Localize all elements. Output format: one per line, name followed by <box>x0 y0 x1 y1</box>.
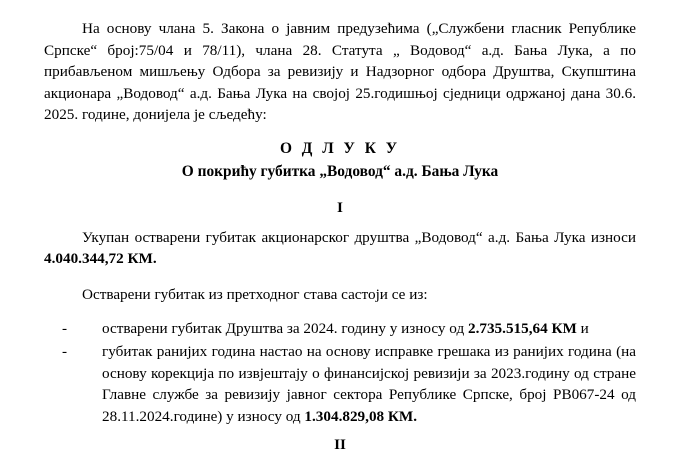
list-item-text: остварени губитак Друштва за 2024. годину у износу од <box>102 319 468 337</box>
document-title: О Д Л У К У <box>279 139 401 157</box>
intro-paragraph: На основу члана 5. Закона о јавним предузећима („Службени гласник Републике Српске“ број:75/04 и 78/11), члана 28. Статута „ Водовод“ а.д. Бања Лука, а по прибављеном мишљењу Одбора за ревизију и Надзорног одбора Друштва, Скупштина акционара „Водовод“ а.д. Бања Лука на својој 25.годишњој сједници одржаној дана 30.6. 2025. године, донијела је сљедећу: <box>44 20 636 124</box>
list-item-text: губитак ранијих година настао на основу исправке грешака из ранијих година (на основу корекција по извјештају о финансијској ревизији за 2023.годину од стране Главне службе за ревизију јавног сектора Републике Српске, број РВ067-24 од 28.11.2024.године) у износу од <box>102 343 636 425</box>
breakdown-paragraph: Остварени губитак из претходног става састоји се из: <box>82 286 428 304</box>
list-item-amount: 1.304.829,08 КМ. <box>304 407 418 425</box>
total-loss-paragraph <box>44 227 636 270</box>
section-heading-one: I <box>337 198 343 216</box>
document-subtitle: О покрићу губитка „Водовод“ а.д. Бања Лука <box>181 162 499 180</box>
list-item-dash: - <box>62 343 68 361</box>
list-item-dash: - <box>62 319 68 337</box>
section-heading-two: II <box>334 435 346 453</box>
list-item <box>62 341 636 427</box>
list-item-amount: 2.735.515,64 КМ <box>467 319 577 337</box>
title-block <box>44 140 636 181</box>
loss-items-list <box>44 318 636 428</box>
list-item-text-after: и <box>576 319 589 337</box>
total-loss-amount: 4.040.344,72 КМ. <box>44 250 157 268</box>
total-loss-text: Укупан остварени губитак акционарског друштва „Водовод“ а.д. Бања Лука износи <box>82 228 636 246</box>
list-item <box>62 318 636 340</box>
